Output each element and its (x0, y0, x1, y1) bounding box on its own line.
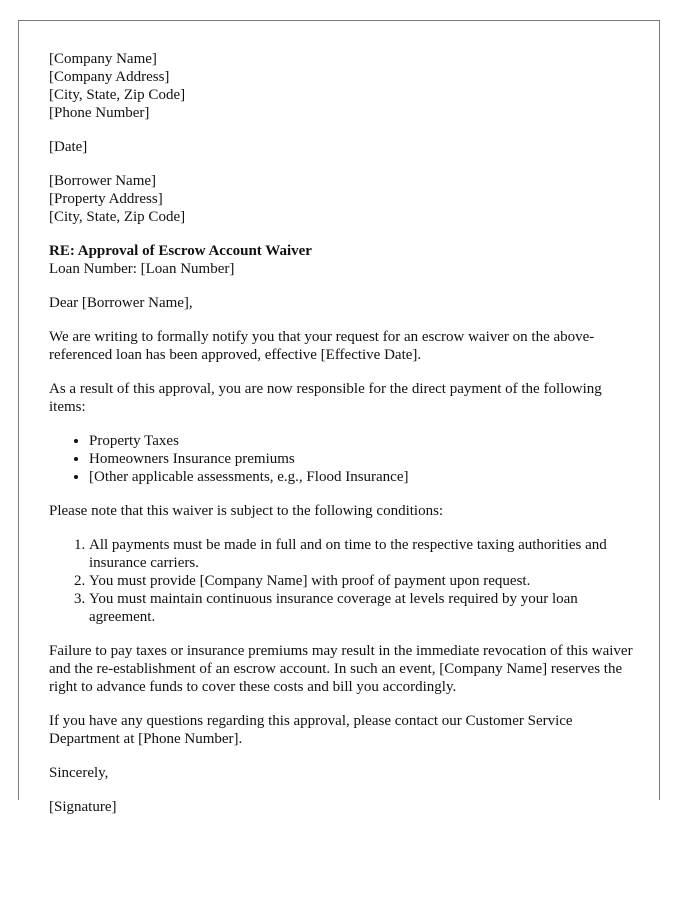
letter-page (18, 20, 660, 815)
list-item: 3. You must maintain continuous insurance coverage at levels required by your loan agreement. (89, 590, 639, 626)
list-item: 1. All payments must be made in full and on time to the respective taxing authorities and insurance carriers. (89, 536, 639, 572)
sender-city-state-zip: [City, State, Zip Code] (49, 87, 186, 103)
subject-re-line: RE: Approval of Escrow Account Waiver (49, 243, 312, 259)
responsibility-paragraph: As a result of this approval, you are now responsible for the direct payment of the following items: (49, 381, 602, 415)
sender-address-block (49, 50, 639, 122)
letter-date (49, 138, 639, 156)
date-text: [Date] (49, 139, 88, 155)
list-item: • Property Taxes (89, 432, 639, 450)
signature-placeholder: [Signature] (49, 799, 117, 815)
recipient-name: [Borrower Name] (49, 173, 157, 189)
loan-number-line: Loan Number: [Loan Number] (49, 261, 235, 277)
payment-items-list (49, 432, 639, 486)
list-item: • Homeowners Insurance premiums (89, 450, 639, 468)
failure-paragraph: Failure to pay taxes or insurance premiums may result in the immediate revocation of this waiver and the re-establishment of an escrow account. In such an event, [Company Name] reserves the right to advance funds to cover these costs and bill you accordingly. (49, 643, 633, 695)
questions-paragraph: If you have any questions regarding this approval, please contact our Customer Service Department at [Phone Number]. (49, 713, 573, 747)
closing: Sincerely, (49, 765, 109, 781)
sender-phone: [Phone Number] (49, 105, 150, 121)
sender-company-address: [Company Address] (49, 69, 170, 85)
recipient-property-address: [Property Address] (49, 191, 163, 207)
salutation: Dear [Borrower Name], (49, 295, 193, 311)
sender-company-name: [Company Name] (49, 51, 157, 67)
recipient-city-state-zip: [City, State, Zip Code] (49, 209, 186, 225)
recipient-address-block (49, 172, 639, 226)
conditions-list (49, 536, 639, 626)
list-item: • [Other applicable assessments, e.g., Flood Insurance] (89, 468, 639, 486)
list-item: 2. You must provide [Company Name] with proof of payment upon request. (89, 572, 639, 590)
conditions-intro-paragraph: Please note that this waiver is subject to the following conditions: (49, 503, 444, 519)
subject-block (49, 242, 639, 278)
letter-content (49, 50, 639, 832)
intro-paragraph: We are writing to formally notify you that your request for an escrow waiver on the above-referenced loan has been approved, effective [Effective Date]. (49, 329, 595, 363)
